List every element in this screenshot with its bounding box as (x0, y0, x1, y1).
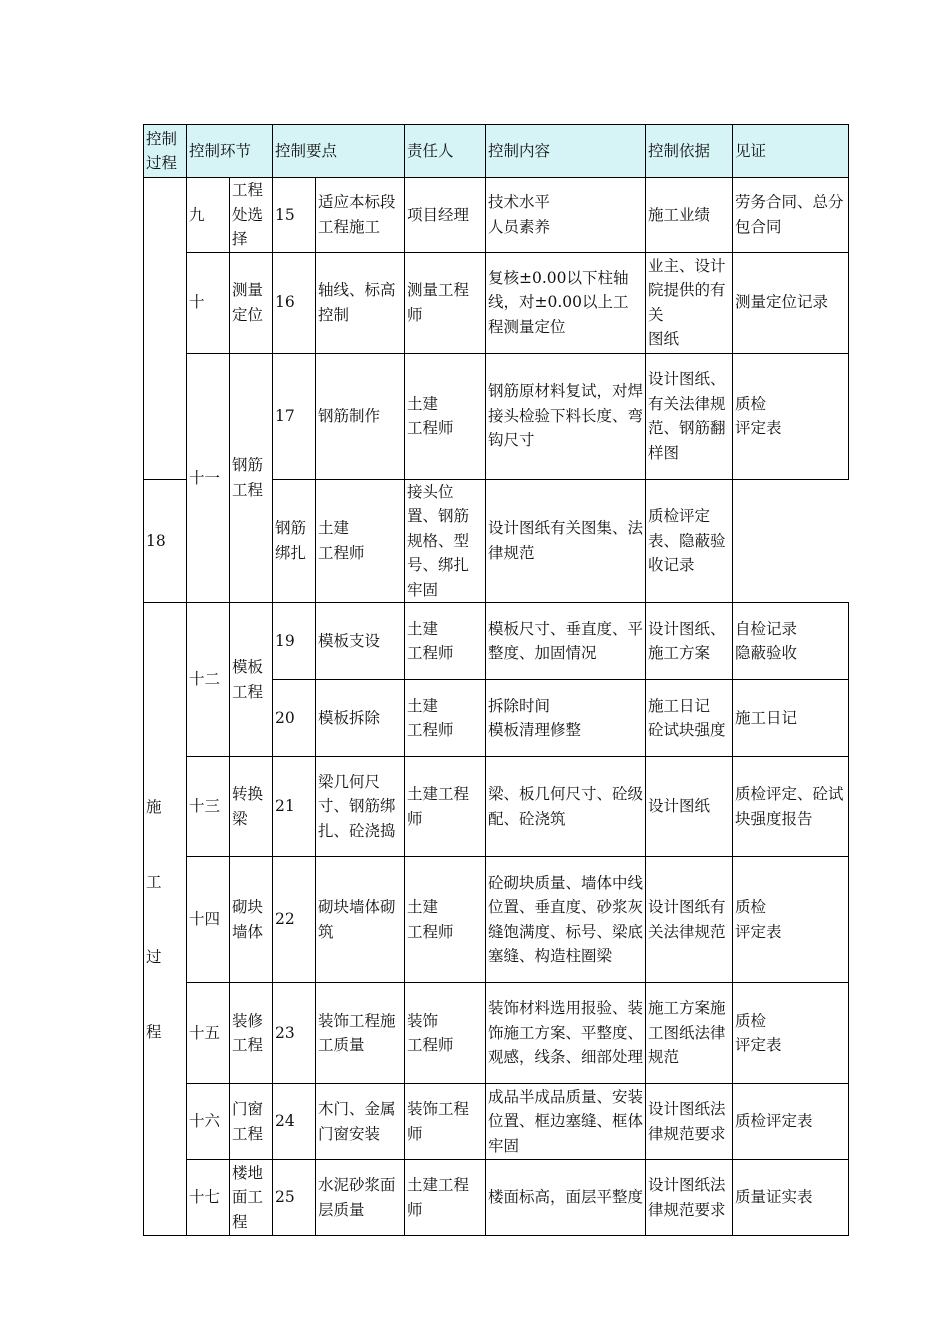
link-number: 十一 (187, 353, 230, 603)
link-number: 十四 (187, 857, 230, 983)
basis: 业主、设计院提供的有关 图纸 (646, 252, 733, 353)
owner: 土建 工程师 (405, 353, 486, 479)
link-name: 砌块墙体 (230, 857, 273, 983)
content: 复核±0.00以下柱轴线，对±0.00以上工程测量定位 (486, 252, 646, 353)
content: 钢筋原材料复试，对焊接头检验下料长度、弯钩尺寸 (486, 353, 646, 479)
basis: 设计图纸有关图集、法律规范 (486, 479, 646, 603)
point-index: 21 (273, 757, 316, 857)
content: 技术水平 人员素养 (486, 178, 646, 253)
link-name: 转换梁 (230, 757, 273, 857)
point-index: 24 (273, 1084, 316, 1160)
point-text: 装饰工程施工质量 (316, 983, 405, 1084)
point-text: 钢筋制作 (316, 353, 405, 479)
header-link: 控制环节 (187, 125, 273, 178)
owner: 测量工程师 (405, 252, 486, 353)
owner: 土建 工程师 (316, 479, 405, 603)
link-number: 十三 (187, 757, 230, 857)
point-index: 20 (273, 680, 316, 757)
table-row (144, 1160, 849, 1236)
point-index: 22 (273, 857, 316, 983)
link-name: 楼地面工程 (230, 1160, 273, 1236)
link-number: 九 (187, 178, 230, 253)
link-name: 工程处选择 (230, 178, 273, 253)
owner: 项目经理 (405, 178, 486, 253)
header-point: 控制要点 (273, 125, 405, 178)
point-index: 25 (273, 1160, 316, 1236)
point-index: 16 (273, 252, 316, 353)
link-name: 模板工程 (230, 603, 273, 757)
link-number: 十二 (187, 603, 230, 757)
point-text: 水泥砂浆面层质量 (316, 1160, 405, 1236)
witness: 质检评定表、隐蔽验收记录 (646, 479, 733, 603)
point-index: 23 (273, 983, 316, 1084)
point-text: 钢筋绑扎 (273, 479, 316, 603)
witness: 质检 评定表 (733, 857, 849, 983)
link-name: 装修工程 (230, 983, 273, 1084)
witness: 质检 评定表 (733, 353, 849, 479)
header-row (144, 125, 849, 178)
content: 楼面标高，面层平整度 (486, 1160, 646, 1236)
witness: 劳务合同、总分包合同 (733, 178, 849, 253)
point-text: 模板支设 (316, 603, 405, 680)
witness: 质量证实表 (733, 1160, 849, 1236)
point-text: 模板拆除 (316, 680, 405, 757)
table-row (144, 1084, 849, 1160)
content: 成品半成品质量、安装位置、框边塞缝、框体牢固 (486, 1084, 646, 1160)
witness: 自检记录 隐蔽验收 (733, 603, 849, 680)
basis: 设计图纸法律规范要求 (646, 1084, 733, 1160)
point-text: 木门、金属门窗安装 (316, 1084, 405, 1160)
control-table (143, 124, 849, 1236)
header-witness: 见证 (733, 125, 849, 178)
basis: 施工日记 砼试块强度 (646, 680, 733, 757)
content: 接头位置、钢筋规格、型号、绑扎牢固 (405, 479, 486, 603)
basis: 施工业绩 (646, 178, 733, 253)
point-text: 适应本标段工程施工 (316, 178, 405, 253)
basis: 设计图纸、有关法律规范、钢筋翻样图 (646, 353, 733, 479)
table-row (144, 353, 849, 479)
link-number: 十 (187, 252, 230, 353)
witness: 质检 评定表 (733, 983, 849, 1084)
table-row (144, 178, 849, 253)
table-row (144, 603, 849, 680)
process-cell-empty (144, 178, 187, 480)
point-text: 轴线、标高控制 (316, 252, 405, 353)
owner: 土建工程师 (405, 757, 486, 857)
table-row (144, 757, 849, 857)
process-label: 施 工 过 程 (146, 797, 162, 1041)
basis: 设计图纸法律规范要求 (646, 1160, 733, 1236)
point-index: 15 (273, 178, 316, 253)
witness: 施工日记 (733, 680, 849, 757)
content: 梁、板几何尺寸、砼级配、砼浇筑 (486, 757, 646, 857)
point-index: 19 (273, 603, 316, 680)
link-number: 十七 (187, 1160, 230, 1236)
table-row (144, 857, 849, 983)
basis: 施工方案施工图纸法律规范 (646, 983, 733, 1084)
content: 装饰材料选用报验、装饰施工方案、平整度、观感，线条、细部处理 (486, 983, 646, 1084)
owner: 土建 工程师 (405, 680, 486, 757)
table-row (144, 983, 849, 1084)
content: 砼砌块质量、墙体中线位置、垂直度、砂浆灰缝饱满度、标号、梁底塞缝、构造柱圈梁 (486, 857, 646, 983)
owner: 土建 工程师 (405, 857, 486, 983)
owner: 装饰 工程师 (405, 983, 486, 1084)
link-name: 钢筋工程 (230, 353, 273, 603)
link-name: 门窗工程 (230, 1084, 273, 1160)
header-process: 控制过程 (144, 125, 187, 178)
owner: 土建工程师 (405, 1160, 486, 1236)
header-content: 控制内容 (486, 125, 646, 178)
content: 拆除时间 模板清理修整 (486, 680, 646, 757)
point-index: 17 (273, 353, 316, 479)
link-number: 十五 (187, 983, 230, 1084)
witness: 测量定位记录 (733, 252, 849, 353)
witness: 质检评定、砼试块强度报告 (733, 757, 849, 857)
process-cell (144, 603, 187, 1236)
header-owner: 责任人 (405, 125, 486, 178)
point-index: 18 (144, 479, 187, 603)
point-text: 砌块墙体砌筑 (316, 857, 405, 983)
content: 模板尺寸、垂直度、平整度、加固情况 (486, 603, 646, 680)
owner: 装饰工程师 (405, 1084, 486, 1160)
link-name: 测量定位 (230, 252, 273, 353)
basis: 设计图纸、施工方案 (646, 603, 733, 680)
table-row (144, 252, 849, 353)
basis: 设计图纸有关法律规范 (646, 857, 733, 983)
header-basis: 控制依据 (646, 125, 733, 178)
link-number: 十六 (187, 1084, 230, 1160)
owner: 土建 工程师 (405, 603, 486, 680)
point-text: 梁几何尺寸、钢筋绑扎、砼浇捣 (316, 757, 405, 857)
witness: 质检评定表 (733, 1084, 849, 1160)
basis: 设计图纸 (646, 757, 733, 857)
